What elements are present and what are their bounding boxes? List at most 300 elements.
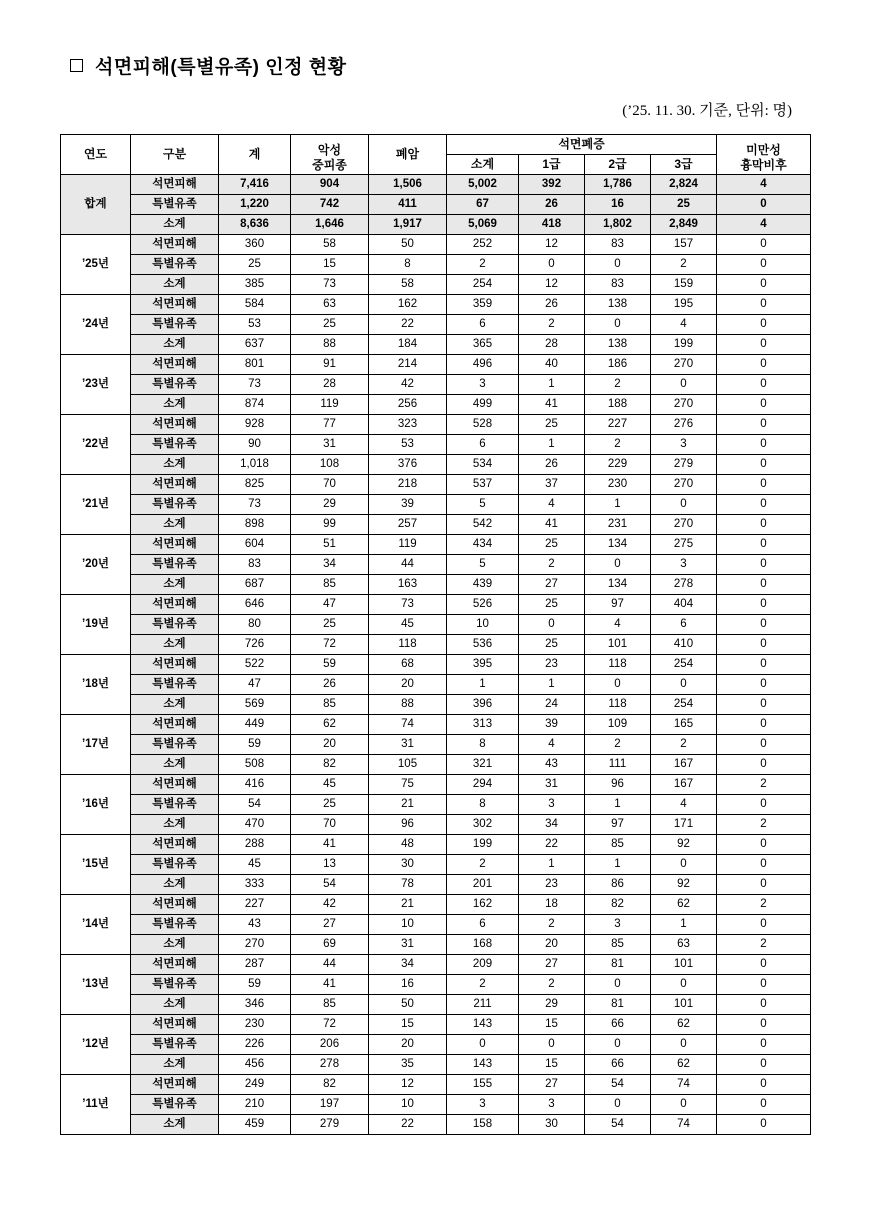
- cell-grade1: 20: [519, 935, 585, 955]
- cell-grade2: 86: [585, 875, 651, 895]
- table-row: [61, 1115, 811, 1135]
- cell-malignant: 25: [291, 315, 369, 335]
- cell-grade3: 254: [651, 655, 717, 675]
- cell-year: ’21년: [61, 475, 131, 535]
- cell-total: 333: [219, 875, 291, 895]
- cell-grade1: 25: [519, 595, 585, 615]
- cell-grade3: 3: [651, 555, 717, 575]
- cell-lung-cancer: 73: [369, 595, 447, 615]
- cell-asbestosis-subtotal: 0: [447, 1035, 519, 1055]
- cell-division: 소계: [131, 515, 219, 535]
- cell-total: 584: [219, 295, 291, 315]
- cell-grade3: 101: [651, 995, 717, 1015]
- cell-division: 석면피해: [131, 355, 219, 375]
- cell-grade3: 270: [651, 355, 717, 375]
- cell-diffuse: 0: [717, 1055, 811, 1075]
- cell-malignant: 41: [291, 835, 369, 855]
- cell-total: 7,416: [219, 175, 291, 195]
- cell-division: 소계: [131, 215, 219, 235]
- table-note-text: (’25. 11. 30. 기준, 단위: 명): [622, 103, 792, 119]
- cell-malignant: 58: [291, 235, 369, 255]
- cell-malignant: 28: [291, 375, 369, 395]
- cell-malignant: 13: [291, 855, 369, 875]
- cell-grade1: 4: [519, 735, 585, 755]
- cell-diffuse: 0: [717, 195, 811, 215]
- header-grade1: 1급: [519, 155, 585, 175]
- cell-diffuse: 0: [717, 1075, 811, 1095]
- cell-diffuse: 2: [717, 775, 811, 795]
- cell-asbestosis-subtotal: 8: [447, 795, 519, 815]
- table-row: [61, 575, 811, 595]
- cell-malignant: 197: [291, 1095, 369, 1115]
- cell-lung-cancer: 20: [369, 675, 447, 695]
- cell-total: 73: [219, 375, 291, 395]
- cell-grade2: 2: [585, 735, 651, 755]
- cell-grade3: 74: [651, 1115, 717, 1135]
- cell-diffuse: 0: [717, 855, 811, 875]
- cell-diffuse: 0: [717, 1035, 811, 1055]
- cell-division: 석면피해: [131, 775, 219, 795]
- cell-grade1: 34: [519, 815, 585, 835]
- cell-lung-cancer: 12: [369, 1075, 447, 1095]
- cell-malignant: 206: [291, 1035, 369, 1055]
- cell-lung-cancer: 10: [369, 1095, 447, 1115]
- cell-grade3: 410: [651, 635, 717, 655]
- cell-malignant: 27: [291, 915, 369, 935]
- cell-asbestosis-subtotal: 6: [447, 915, 519, 935]
- cell-grade1: 27: [519, 575, 585, 595]
- cell-diffuse: 0: [717, 995, 811, 1015]
- cell-grade3: 2: [651, 735, 717, 755]
- cell-total: 508: [219, 755, 291, 775]
- cell-asbestosis-subtotal: 321: [447, 755, 519, 775]
- table-row: [61, 835, 811, 855]
- cell-division: 특별유족: [131, 435, 219, 455]
- cell-total: 47: [219, 675, 291, 695]
- cell-year: ’13년: [61, 955, 131, 1015]
- cell-malignant: 72: [291, 1015, 369, 1035]
- cell-diffuse: 0: [717, 1115, 811, 1135]
- cell-lung-cancer: 184: [369, 335, 447, 355]
- cell-grade1: 26: [519, 195, 585, 215]
- cell-malignant: 279: [291, 1115, 369, 1135]
- cell-grade1: 4: [519, 495, 585, 515]
- header-malignant-mesothelioma: [291, 135, 369, 175]
- cell-malignant: 54: [291, 875, 369, 895]
- cell-lung-cancer: 58: [369, 275, 447, 295]
- table-row: [61, 855, 811, 875]
- cell-grade3: 276: [651, 415, 717, 435]
- cell-year: ’18년: [61, 655, 131, 715]
- cell-grade2: 109: [585, 715, 651, 735]
- cell-lung-cancer: 1,506: [369, 175, 447, 195]
- cell-division: 특별유족: [131, 735, 219, 755]
- cell-total: 25: [219, 255, 291, 275]
- cell-lung-cancer: 42: [369, 375, 447, 395]
- table-row: [61, 875, 811, 895]
- cell-lung-cancer: 105: [369, 755, 447, 775]
- cell-lung-cancer: 119: [369, 535, 447, 555]
- cell-lung-cancer: 31: [369, 935, 447, 955]
- cell-grade2: 134: [585, 535, 651, 555]
- cell-grade3: 278: [651, 575, 717, 595]
- table-row: [61, 515, 811, 535]
- table-row: [61, 955, 811, 975]
- cell-division: 소계: [131, 1115, 219, 1135]
- cell-grade3: 2,849: [651, 215, 717, 235]
- header-year: 연도: [61, 135, 131, 175]
- cell-grade3: 0: [651, 1095, 717, 1115]
- cell-grade1: 22: [519, 835, 585, 855]
- cell-grade2: 101: [585, 635, 651, 655]
- cell-lung-cancer: 45: [369, 615, 447, 635]
- cell-year: ’25년: [61, 235, 131, 295]
- cell-grade2: 138: [585, 335, 651, 355]
- cell-total: 385: [219, 275, 291, 295]
- table-row: [61, 1095, 811, 1115]
- cell-grade1: 2: [519, 555, 585, 575]
- cell-malignant: 904: [291, 175, 369, 195]
- cell-grade2: 0: [585, 675, 651, 695]
- cell-total: 80: [219, 615, 291, 635]
- cell-malignant: 278: [291, 1055, 369, 1075]
- cell-grade3: 279: [651, 455, 717, 475]
- header-diffuse-line2: 흉막비후: [740, 157, 787, 172]
- cell-asbestosis-subtotal: 211: [447, 995, 519, 1015]
- cell-year: ’12년: [61, 1015, 131, 1075]
- cell-total: 83: [219, 555, 291, 575]
- cell-grade3: 275: [651, 535, 717, 555]
- cell-grade3: 92: [651, 875, 717, 895]
- table-row: [61, 295, 811, 315]
- cell-malignant: 70: [291, 475, 369, 495]
- cell-year: ’17년: [61, 715, 131, 775]
- table-row: [61, 655, 811, 675]
- cell-total: 45: [219, 855, 291, 875]
- table-row: [61, 455, 811, 475]
- cell-diffuse: 0: [717, 1015, 811, 1035]
- cell-total: 73: [219, 495, 291, 515]
- cell-division: 석면피해: [131, 955, 219, 975]
- cell-asbestosis-subtotal: 10: [447, 615, 519, 635]
- cell-total: 470: [219, 815, 291, 835]
- cell-grade1: 1: [519, 435, 585, 455]
- cell-lung-cancer: 376: [369, 455, 447, 475]
- cell-diffuse: 0: [717, 495, 811, 515]
- cell-grade2: 118: [585, 655, 651, 675]
- cell-asbestosis-subtotal: 201: [447, 875, 519, 895]
- cell-diffuse: 0: [717, 655, 811, 675]
- cell-malignant: 99: [291, 515, 369, 535]
- cell-total: 54: [219, 795, 291, 815]
- cell-grade2: 1: [585, 495, 651, 515]
- table-row: [61, 595, 811, 615]
- cell-division: 소계: [131, 755, 219, 775]
- cell-grade1: 392: [519, 175, 585, 195]
- cell-grade1: 25: [519, 635, 585, 655]
- cell-diffuse: 0: [717, 875, 811, 895]
- cell-total: 522: [219, 655, 291, 675]
- cell-grade2: 83: [585, 235, 651, 255]
- cell-grade1: 31: [519, 775, 585, 795]
- cell-grade2: 0: [585, 975, 651, 995]
- cell-grade1: 3: [519, 1095, 585, 1115]
- table-header-row-1: [61, 135, 811, 155]
- cell-malignant: 20: [291, 735, 369, 755]
- cell-asbestosis-subtotal: 542: [447, 515, 519, 535]
- cell-grade2: 188: [585, 395, 651, 415]
- cell-lung-cancer: 96: [369, 815, 447, 835]
- table-row: [61, 475, 811, 495]
- cell-diffuse: 0: [717, 675, 811, 695]
- cell-grade2: 66: [585, 1055, 651, 1075]
- cell-malignant: 15: [291, 255, 369, 275]
- cell-total: 604: [219, 535, 291, 555]
- cell-malignant: 42: [291, 895, 369, 915]
- cell-division: 소계: [131, 695, 219, 715]
- cell-asbestosis-subtotal: 396: [447, 695, 519, 715]
- cell-asbestosis-subtotal: 254: [447, 275, 519, 295]
- cell-diffuse: 0: [717, 335, 811, 355]
- cell-division: 특별유족: [131, 915, 219, 935]
- table-row: [61, 1055, 811, 1075]
- cell-asbestosis-subtotal: 365: [447, 335, 519, 355]
- cell-lung-cancer: 118: [369, 635, 447, 655]
- cell-lung-cancer: 15: [369, 1015, 447, 1035]
- cell-grade2: 1: [585, 795, 651, 815]
- cell-malignant: 31: [291, 435, 369, 455]
- cell-lung-cancer: 50: [369, 995, 447, 1015]
- cell-malignant: 85: [291, 695, 369, 715]
- cell-diffuse: 0: [717, 555, 811, 575]
- cell-division: 특별유족: [131, 555, 219, 575]
- cell-grade2: 0: [585, 1035, 651, 1055]
- cell-lung-cancer: 22: [369, 315, 447, 335]
- cell-malignant: 73: [291, 275, 369, 295]
- cell-grade1: 2: [519, 915, 585, 935]
- cell-malignant: 108: [291, 455, 369, 475]
- cell-grade2: 231: [585, 515, 651, 535]
- cell-diffuse: 0: [717, 735, 811, 755]
- table-row: [61, 675, 811, 695]
- cell-division: 석면피해: [131, 835, 219, 855]
- cell-division: 특별유족: [131, 675, 219, 695]
- table-row: [61, 935, 811, 955]
- table-row: [61, 915, 811, 935]
- cell-malignant: 41: [291, 975, 369, 995]
- cell-asbestosis-subtotal: 168: [447, 935, 519, 955]
- table-row: [61, 335, 811, 355]
- table-row: [61, 435, 811, 455]
- cell-lung-cancer: 20: [369, 1035, 447, 1055]
- cell-asbestosis-subtotal: 499: [447, 395, 519, 415]
- cell-asbestosis-subtotal: 2: [447, 975, 519, 995]
- cell-asbestosis-subtotal: 528: [447, 415, 519, 435]
- cell-diffuse: 0: [717, 975, 811, 995]
- cell-year: ’20년: [61, 535, 131, 595]
- table-row: [61, 995, 811, 1015]
- cell-lung-cancer: 411: [369, 195, 447, 215]
- cell-division: 특별유족: [131, 195, 219, 215]
- cell-grade2: 118: [585, 695, 651, 715]
- cell-lung-cancer: 8: [369, 255, 447, 275]
- cell-grade1: 37: [519, 475, 585, 495]
- cell-grade1: 27: [519, 955, 585, 975]
- cell-diffuse: 0: [717, 235, 811, 255]
- cell-grade3: 62: [651, 1055, 717, 1075]
- cell-grade2: 111: [585, 755, 651, 775]
- cell-grade2: 54: [585, 1115, 651, 1135]
- cell-diffuse: 0: [717, 955, 811, 975]
- cell-grade3: 404: [651, 595, 717, 615]
- cell-division: 소계: [131, 575, 219, 595]
- cell-grade3: 270: [651, 395, 717, 415]
- cell-grade1: 2: [519, 975, 585, 995]
- cell-diffuse: 0: [717, 255, 811, 275]
- cell-year: ’14년: [61, 895, 131, 955]
- cell-total: 1,018: [219, 455, 291, 475]
- cell-division: 특별유족: [131, 255, 219, 275]
- cell-grade3: 159: [651, 275, 717, 295]
- cell-total: 8,636: [219, 215, 291, 235]
- cell-year: ’16년: [61, 775, 131, 835]
- table-row: [61, 175, 811, 195]
- cell-year: ’24년: [61, 295, 131, 355]
- cell-grade3: 62: [651, 895, 717, 915]
- cell-grade1: 0: [519, 1035, 585, 1055]
- cell-grade1: 40: [519, 355, 585, 375]
- cell-division: 특별유족: [131, 615, 219, 635]
- cell-lung-cancer: 218: [369, 475, 447, 495]
- cell-grade2: 0: [585, 1095, 651, 1115]
- cell-diffuse: 2: [717, 815, 811, 835]
- cell-grade1: 29: [519, 995, 585, 1015]
- cell-diffuse: 0: [717, 535, 811, 555]
- cell-diffuse: 0: [717, 355, 811, 375]
- header-diffuse-pleural-thickening: [717, 135, 811, 175]
- cell-asbestosis-subtotal: 143: [447, 1015, 519, 1035]
- cell-division: 소계: [131, 935, 219, 955]
- cell-total: 346: [219, 995, 291, 1015]
- cell-grade1: 23: [519, 655, 585, 675]
- header-lung-cancer: 폐암: [369, 135, 447, 175]
- cell-malignant: 119: [291, 395, 369, 415]
- cell-lung-cancer: 10: [369, 915, 447, 935]
- cell-grade3: 25: [651, 195, 717, 215]
- cell-diffuse: 4: [717, 215, 811, 235]
- cell-asbestosis-subtotal: 537: [447, 475, 519, 495]
- cell-total: 928: [219, 415, 291, 435]
- cell-division: 소계: [131, 875, 219, 895]
- cell-diffuse: 0: [717, 435, 811, 455]
- header-asbestosis: 석면폐증: [447, 135, 717, 155]
- cell-grade2: 2: [585, 375, 651, 395]
- cell-grade3: 270: [651, 475, 717, 495]
- cell-grade2: 138: [585, 295, 651, 315]
- cell-division: 소계: [131, 335, 219, 355]
- cell-division: 특별유족: [131, 495, 219, 515]
- cell-malignant: 82: [291, 1075, 369, 1095]
- cell-division: 석면피해: [131, 1075, 219, 1095]
- cell-malignant: 59: [291, 655, 369, 675]
- cell-total: 287: [219, 955, 291, 975]
- cell-year: ’19년: [61, 595, 131, 655]
- cell-grade2: 54: [585, 1075, 651, 1095]
- cell-grade1: 30: [519, 1115, 585, 1135]
- cell-total: 801: [219, 355, 291, 375]
- cell-lung-cancer: 39: [369, 495, 447, 515]
- cell-total: 569: [219, 695, 291, 715]
- cell-division: 특별유족: [131, 315, 219, 335]
- cell-malignant: 72: [291, 635, 369, 655]
- cell-asbestosis-subtotal: 534: [447, 455, 519, 475]
- cell-grade3: 199: [651, 335, 717, 355]
- cell-grade3: 195: [651, 295, 717, 315]
- cell-grade1: 26: [519, 455, 585, 475]
- cell-lung-cancer: 34: [369, 955, 447, 975]
- cell-division: 소계: [131, 275, 219, 295]
- cell-diffuse: 0: [717, 835, 811, 855]
- cell-division: 석면피해: [131, 475, 219, 495]
- cell-diffuse: 4: [717, 175, 811, 195]
- header-malignant-line2: 중피종: [312, 157, 347, 172]
- table-row: [61, 395, 811, 415]
- cell-asbestosis-subtotal: 496: [447, 355, 519, 375]
- cell-lung-cancer: 53: [369, 435, 447, 455]
- cell-malignant: 91: [291, 355, 369, 375]
- cell-grade2: 82: [585, 895, 651, 915]
- cell-grade2: 16: [585, 195, 651, 215]
- cell-total: 43: [219, 915, 291, 935]
- cell-grade3: 74: [651, 1075, 717, 1095]
- cell-malignant: 85: [291, 575, 369, 595]
- cell-total: 646: [219, 595, 291, 615]
- cell-grade3: 4: [651, 795, 717, 815]
- cell-malignant: 62: [291, 715, 369, 735]
- cell-grade1: 0: [519, 255, 585, 275]
- cell-malignant: 26: [291, 675, 369, 695]
- cell-asbestosis-subtotal: 1: [447, 675, 519, 695]
- cell-asbestosis-subtotal: 155: [447, 1075, 519, 1095]
- cell-grade2: 186: [585, 355, 651, 375]
- table-row: [61, 775, 811, 795]
- cell-lung-cancer: 21: [369, 795, 447, 815]
- cell-grade3: 63: [651, 935, 717, 955]
- cell-asbestosis-subtotal: 209: [447, 955, 519, 975]
- cell-asbestosis-subtotal: 67: [447, 195, 519, 215]
- cell-grade1: 18: [519, 895, 585, 915]
- cell-asbestosis-subtotal: 5,069: [447, 215, 519, 235]
- cell-asbestosis-subtotal: 5,002: [447, 175, 519, 195]
- cell-grade3: 0: [651, 975, 717, 995]
- cell-asbestosis-subtotal: 143: [447, 1055, 519, 1075]
- cell-malignant: 25: [291, 795, 369, 815]
- cell-lung-cancer: 30: [369, 855, 447, 875]
- cell-grade1: 23: [519, 875, 585, 895]
- cell-asbestosis-subtotal: 302: [447, 815, 519, 835]
- cell-grade3: 101: [651, 955, 717, 975]
- cell-asbestosis-subtotal: 2: [447, 255, 519, 275]
- cell-grade1: 3: [519, 795, 585, 815]
- cell-malignant: 47: [291, 595, 369, 615]
- cell-division: 특별유족: [131, 795, 219, 815]
- cell-division: 석면피해: [131, 655, 219, 675]
- cell-lung-cancer: 163: [369, 575, 447, 595]
- cell-grade2: 4: [585, 615, 651, 635]
- cell-malignant: 25: [291, 615, 369, 635]
- cell-lung-cancer: 256: [369, 395, 447, 415]
- cell-grade1: 1: [519, 855, 585, 875]
